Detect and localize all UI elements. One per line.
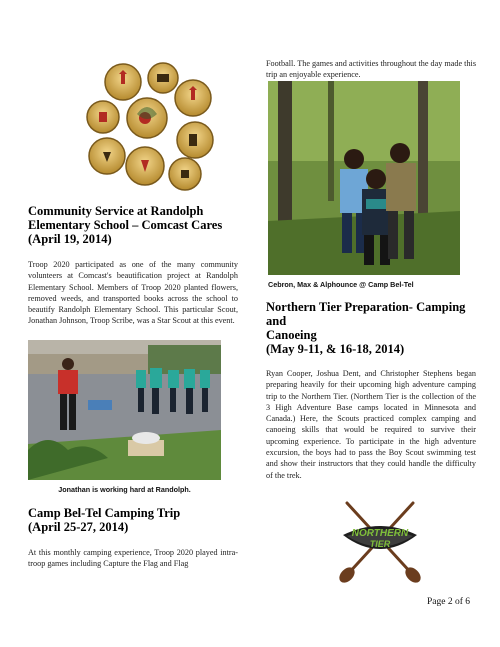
section-title-line: Canoeing [266, 328, 317, 342]
section-body: Ryan Cooper, Joshua Dent, and Christopher Stephens began preparing heavily for their upcoming high adventure camping trip to the Northern Tier. (Northern Tier is the collection of the 3 High Adventure Base camps located in Minnesota and Canada.) Here, the Scouts practiced complex camping and canoeing skills that would be required to survive their upcoming experience. To participate in the high adventure excursion, the boys had to pass the Boy Scout swimming test and show their instructors that they could handle the difficulty of the trek. [266, 369, 476, 480]
northern-tier-logo-graphic [335, 495, 425, 585]
patch-collage-graphic [85, 62, 215, 192]
crossed-paddles-canoe-logo-icon [335, 495, 425, 585]
section-body: At this monthly camping experience, Troop 2020 played intra-troop games including Capture the Flag and Flag [28, 548, 238, 569]
section-body: Troop 2020 participated as one of the many community volunteers at Comcast's beautification project at Randolph Elementary School. Members of Troop 2020 planted flowers, removed weeds, and transported books across the school to beautify Randolph Elementary School. This particular Scout, Jonathan Johnson, Troop Scribe, was a Star Scout at this event. [28, 260, 238, 326]
page-number: Page 2 of 6 [426, 597, 470, 607]
photo-caption: Cebron, Max & Alphounce @ Camp Bel-Tel [268, 280, 414, 289]
section-community-service [28, 204, 238, 327]
section-title-line: Northern Tier Preparation- Camping and [266, 300, 466, 328]
randolph-photo [28, 340, 221, 480]
randolph-photo-image [28, 340, 221, 480]
section-date: (April 25-27, 2014) [28, 520, 129, 534]
section-body-continued: Football. The games and activities throughout the day made this trip an enjoyable experience. [266, 59, 476, 80]
section-title-line: Elementary School – Comcast Cares [28, 218, 223, 232]
section-title [28, 506, 238, 534]
section-title [28, 204, 238, 246]
section-northern-tier [266, 300, 476, 481]
section-title-line: Community Service at Randolph [28, 204, 204, 218]
rank-patch-collage-icon [85, 62, 215, 192]
section-camp-bel-tel-continued [266, 58, 476, 81]
logo-text-line: TIER [369, 539, 391, 549]
photo-caption: Jonathan is working hard at Randolph. [58, 485, 191, 494]
camp-bel-tel-photo-image [268, 81, 460, 275]
section-title-line: Camp Bel-Tel Camping Trip [28, 506, 181, 520]
section-date: (April 19, 2014) [28, 232, 112, 246]
section-camp-bel-tel [28, 506, 238, 570]
camp-bel-tel-photo [268, 81, 460, 275]
section-date: (May 9-11, & 16-18, 2014) [266, 342, 405, 356]
section-title [266, 300, 476, 356]
logo-text-line: NORTHERN [351, 528, 409, 539]
